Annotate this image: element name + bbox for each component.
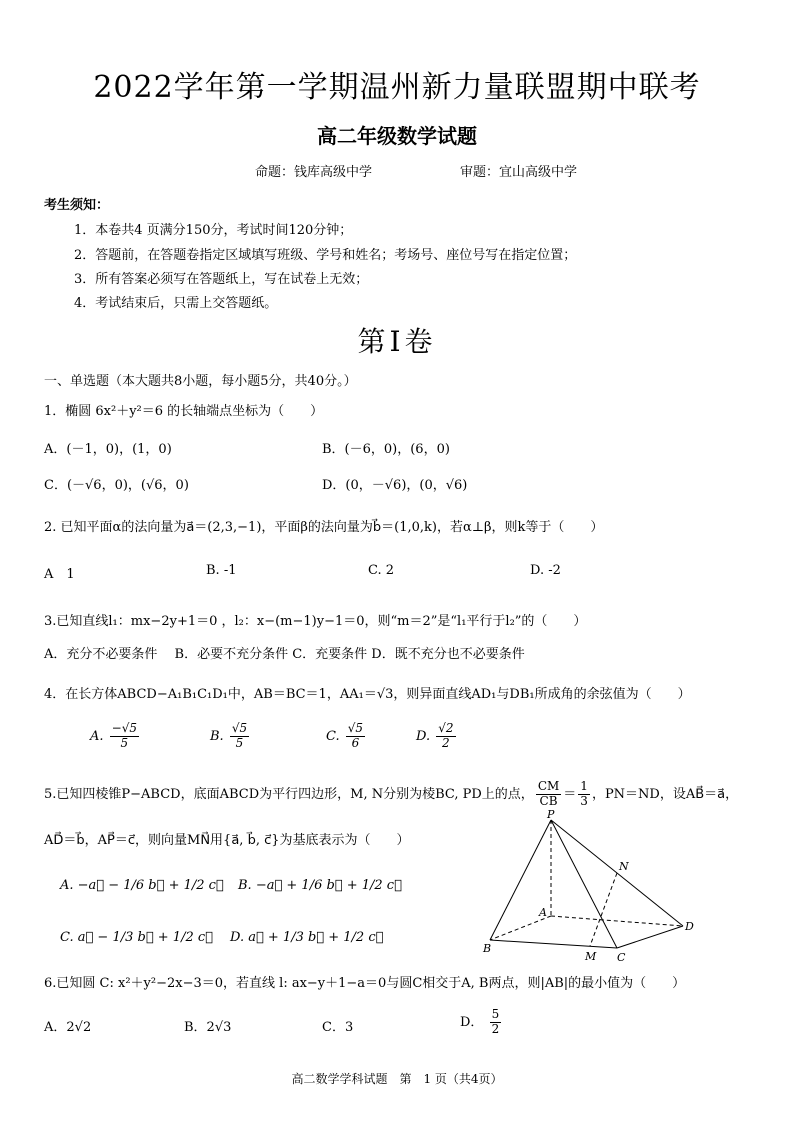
question-6-option-a: A．2√2 — [44, 1020, 92, 1035]
question-4-stem: 4．在长方体ABCD−A₁B₁C₁D₁中，AB＝BC＝1，AA₁＝√3，则异面直线AD₁与DB₁所成角的余弦值为（ ） — [44, 687, 691, 702]
question-1-option-d: D．(0，－√6)，(0，√6) — [322, 478, 468, 493]
notice-item: 1．本卷共4 页满分150分，考试时间120分钟； — [74, 223, 353, 238]
question-2-option-c: C. 2 — [368, 563, 395, 578]
notice-heading: 考生须知： — [44, 198, 110, 213]
question-6-option-b: B．2√3 — [184, 1020, 232, 1035]
question-6-option-c: C．3 — [322, 1020, 354, 1035]
label-p: P — [547, 808, 555, 821]
question-2-option-b: B. -1 — [206, 563, 237, 578]
volume-heading: 第Ⅰ卷 — [357, 325, 437, 358]
question-5-stem-line2: AD⃗＝b⃗，AP⃗＝c⃗，则向量MN⃗用{a⃗, b⃗, c⃗}为基底表示为（ ） — [44, 833, 410, 848]
label-d: D — [685, 920, 694, 933]
question-5-stem-line1: 5.已知四棱锥P−ABCD，底面ABCD为平行四边形，M, N分别为棱BC, PD上的点， $\frac{CM}{CB}$ ＝ $\frac{1}{3}$ ，PN＝ND，设AB⃗＝a⃗， — [44, 779, 739, 808]
question-5-option-c: C. a⃗ − 1/3 b⃗ + 1/2 c⃗ — [60, 930, 213, 945]
question-1-option-c: C．(－√6，0)，(√6，0) — [44, 478, 189, 493]
question-2-stem: 2. 已知平面α的法向量为a⃗＝(2,3,−1)，平面β的法向量为b⃗＝(1,0,k)，若α⊥β，则k等于（ ） — [44, 520, 604, 535]
setter-credit: 命题：钱库高级中学 — [255, 165, 373, 180]
question-5-option-d: D. a⃗ + 1/3 b⃗ + 1/2 c⃗ — [230, 930, 384, 945]
question-1-stem: 1．椭圆 6x²＋y²＝6 的长轴端点坐标为（ ） — [44, 404, 324, 419]
question-1-option-a: A．(－1，0)，(1，0) — [44, 442, 172, 457]
question-2-option-d: D. -2 — [530, 563, 561, 578]
question-3-stem: 3.已知直线l₁：mx−2y+1＝0 ，l₂：x−(m−1)y−1＝0，则“m＝2”是“l₁平行于l₂”的（ ） — [44, 614, 587, 629]
question-4-option-a: A. $\frac{-√5}{5}$ — [90, 721, 138, 750]
page-footer: 高二数学学科试题 第 1 页（共4页） — [291, 1072, 503, 1086]
label-c: C — [617, 951, 626, 963]
notice-item: 3．所有答案必须写在答题纸上，写在试卷上无效； — [74, 272, 369, 287]
reviewer-credit: 审题：宜山高级中学 — [460, 165, 578, 180]
question-1-option-b: B．(－6，0)，(6，0) — [322, 442, 450, 457]
question-3-options: A．充分不必要条件 B．必要不充分条件 C．充要条件 D．既不充分也不必要条件 — [44, 647, 525, 662]
notice-item: 2．答题前，在答题卷指定区域填写班级、学号和姓名；考场号、座位号写在指定位置； — [74, 248, 577, 263]
label-a: A — [539, 906, 547, 919]
question-4-option-b: B. $\frac{√5}{5}$ — [210, 721, 248, 750]
question-4-option-c: C. $\frac{√5}{6}$ — [326, 721, 364, 750]
notice-item: 4．考试结束后，只需上交答题纸。 — [74, 296, 278, 311]
question-5-option-a: A. −a⃗ − 1/6 b⃗ + 1/2 c⃗ — [60, 878, 224, 893]
exam-title: 2022学年第一学期温州新力量联盟期中联考 — [93, 70, 701, 105]
question-4-option-d: D. $\frac{√2}{2}$ — [416, 721, 454, 750]
question-2-option-a: A 1 — [44, 567, 75, 582]
label-n: N — [619, 860, 629, 873]
label-m: M — [585, 950, 597, 963]
question-5-option-b: B. −a⃗ + 1/6 b⃗ + 1/2 c⃗ — [238, 878, 402, 893]
question-6-option-d: D． $\frac{5}{2}$ — [460, 1007, 500, 1036]
label-b: B — [483, 942, 492, 955]
pyramid-figure — [475, 808, 705, 963]
exam-subtitle: 高二年级数学试题 — [317, 124, 477, 148]
question-6-stem: 6.已知圆 C: x²＋y²−2x−3＝0，若直线 l: ax−y＋1−a＝0与圆C相交于A, B两点，则|AB|的最小值为（ ） — [44, 976, 686, 991]
section-heading: 一、单选题（本大题共8小题，每小题5分，共40分。） — [44, 374, 357, 389]
